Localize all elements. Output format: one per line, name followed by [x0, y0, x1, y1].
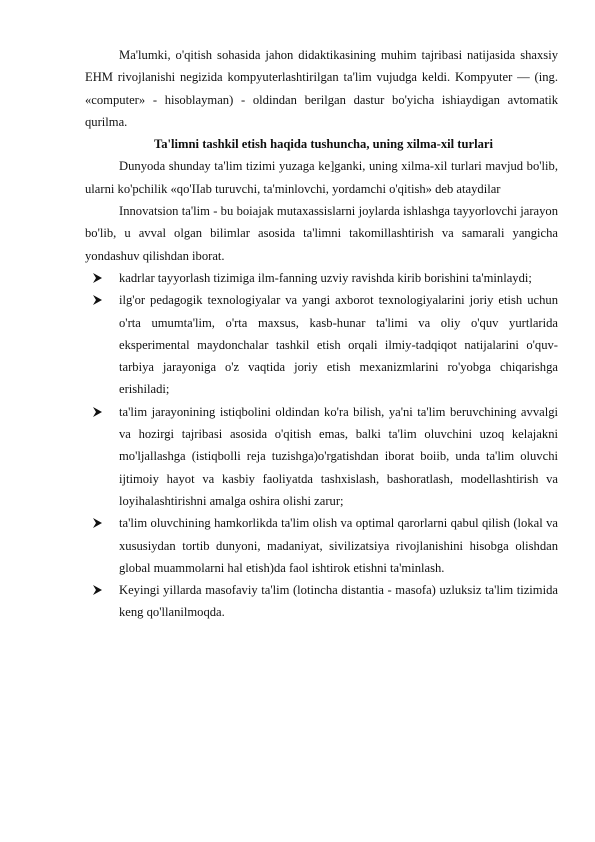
arrowhead-bullet-icon [92, 289, 106, 311]
list-item-text: ilg'or pedagogik texnologiyalar va yangi axborot texnologiyalarini joriy etish uchun o'rta umumta'lim, o'rta maxsus, kasb-hunar ta'limi va oliy o'quv yurtlarida eksperimental maydonchalar tashkil etish orqali ilmiy-tadqiqot natijalarini o'quv-tarbiya jarayoniga o'z vaqtida joriy etish mexanizmlarini ro'yobga chiqarishga erishiladi; [119, 293, 558, 397]
arrowhead-bullet-icon [92, 267, 106, 289]
list-item-text: ta'lim oluvchining hamkorlikda ta'lim olish va optimal qarorlarni qabul qilish (lokal va xususiydan tortib dunyoni, madaniyat, sivilizatsiya rivojlanishini hisobga olishdan global muammolarni hal etish)da faol ishtirok etishni ta'minlash. [119, 516, 558, 575]
arrowhead-bullet-icon [92, 512, 106, 534]
document-page [85, 44, 558, 624]
list-item-text: kadrlar tayyorlash tizimiga ilm-fanning uzviy ravishda kirib borishini ta'minlaydi; [119, 270, 532, 285]
body-paragraph: Innovatsion ta'lim - bu boiajak mutaxassislarni joylarda ishlashga tayyorlovchi jarayon bo'lib, u avval olgan bilimlar asosida ta'limni takomillashtirish va samarali yangicha yondashuv qilishdan iborat. [85, 204, 558, 263]
list-item [85, 267, 558, 289]
arrowhead-bullet-icon [92, 579, 106, 601]
intro-paragraph: Ma'lumki, o'qitish sohasida jahon didaktikasining muhim tajribasi natijasida shaxsiy EHM rivojlanishi negizida kompyuterlashtirilgan ta'lim vujudga keldi. Kompyuter — (ing. «computer» - hisoblayman) - oldindan berilgan dastur bo'yicha ishiaydigan avtomatik qurilma. [85, 48, 558, 129]
list-item [85, 579, 558, 624]
body-paragraph: Dunyoda shunday ta'lim tizimi yuzaga ke]ganki, uning xilma-xil turlari mavjud bo'lib, ularni ko'pchilik «qo'IIab turuvchi, ta'minlovchi, yordamchi o'qitish» deb ataydilar [85, 159, 558, 196]
list-item [85, 401, 558, 512]
list-item-text: Keyingi yillarda masofaviy ta'lim (lotincha distantia - masofa) uzluksiz ta'lim tizimida keng qo'llanilmoqda. [119, 583, 558, 620]
bullet-list [85, 267, 558, 624]
section-heading: Ta'limni tashkil etish haqida tushuncha, uning xilma-xil turlari [154, 137, 493, 152]
arrowhead-bullet-icon [92, 401, 106, 423]
list-item-text: ta'lim jarayonining istiqbolini oldindan ko'ra bilish, ya'ni ta'lim beruvchining avvalgi va hozirgi tajribasi asosida o'qitish emas, balki ta'lim oluvchini uzoq kelajakni mo'ljallashga (istiqbolli reja tuzishga)o'rgatishdan iborat boiib, unda ta'lim oluvchi ijtimoiy hayot va kasbiy faoliyatda tashxislash, bashoratlash, modellashtirish va loyihalashtirishni amalga oshira olishi zarur; [119, 404, 558, 508]
list-item [85, 512, 558, 579]
list-item [85, 289, 558, 400]
